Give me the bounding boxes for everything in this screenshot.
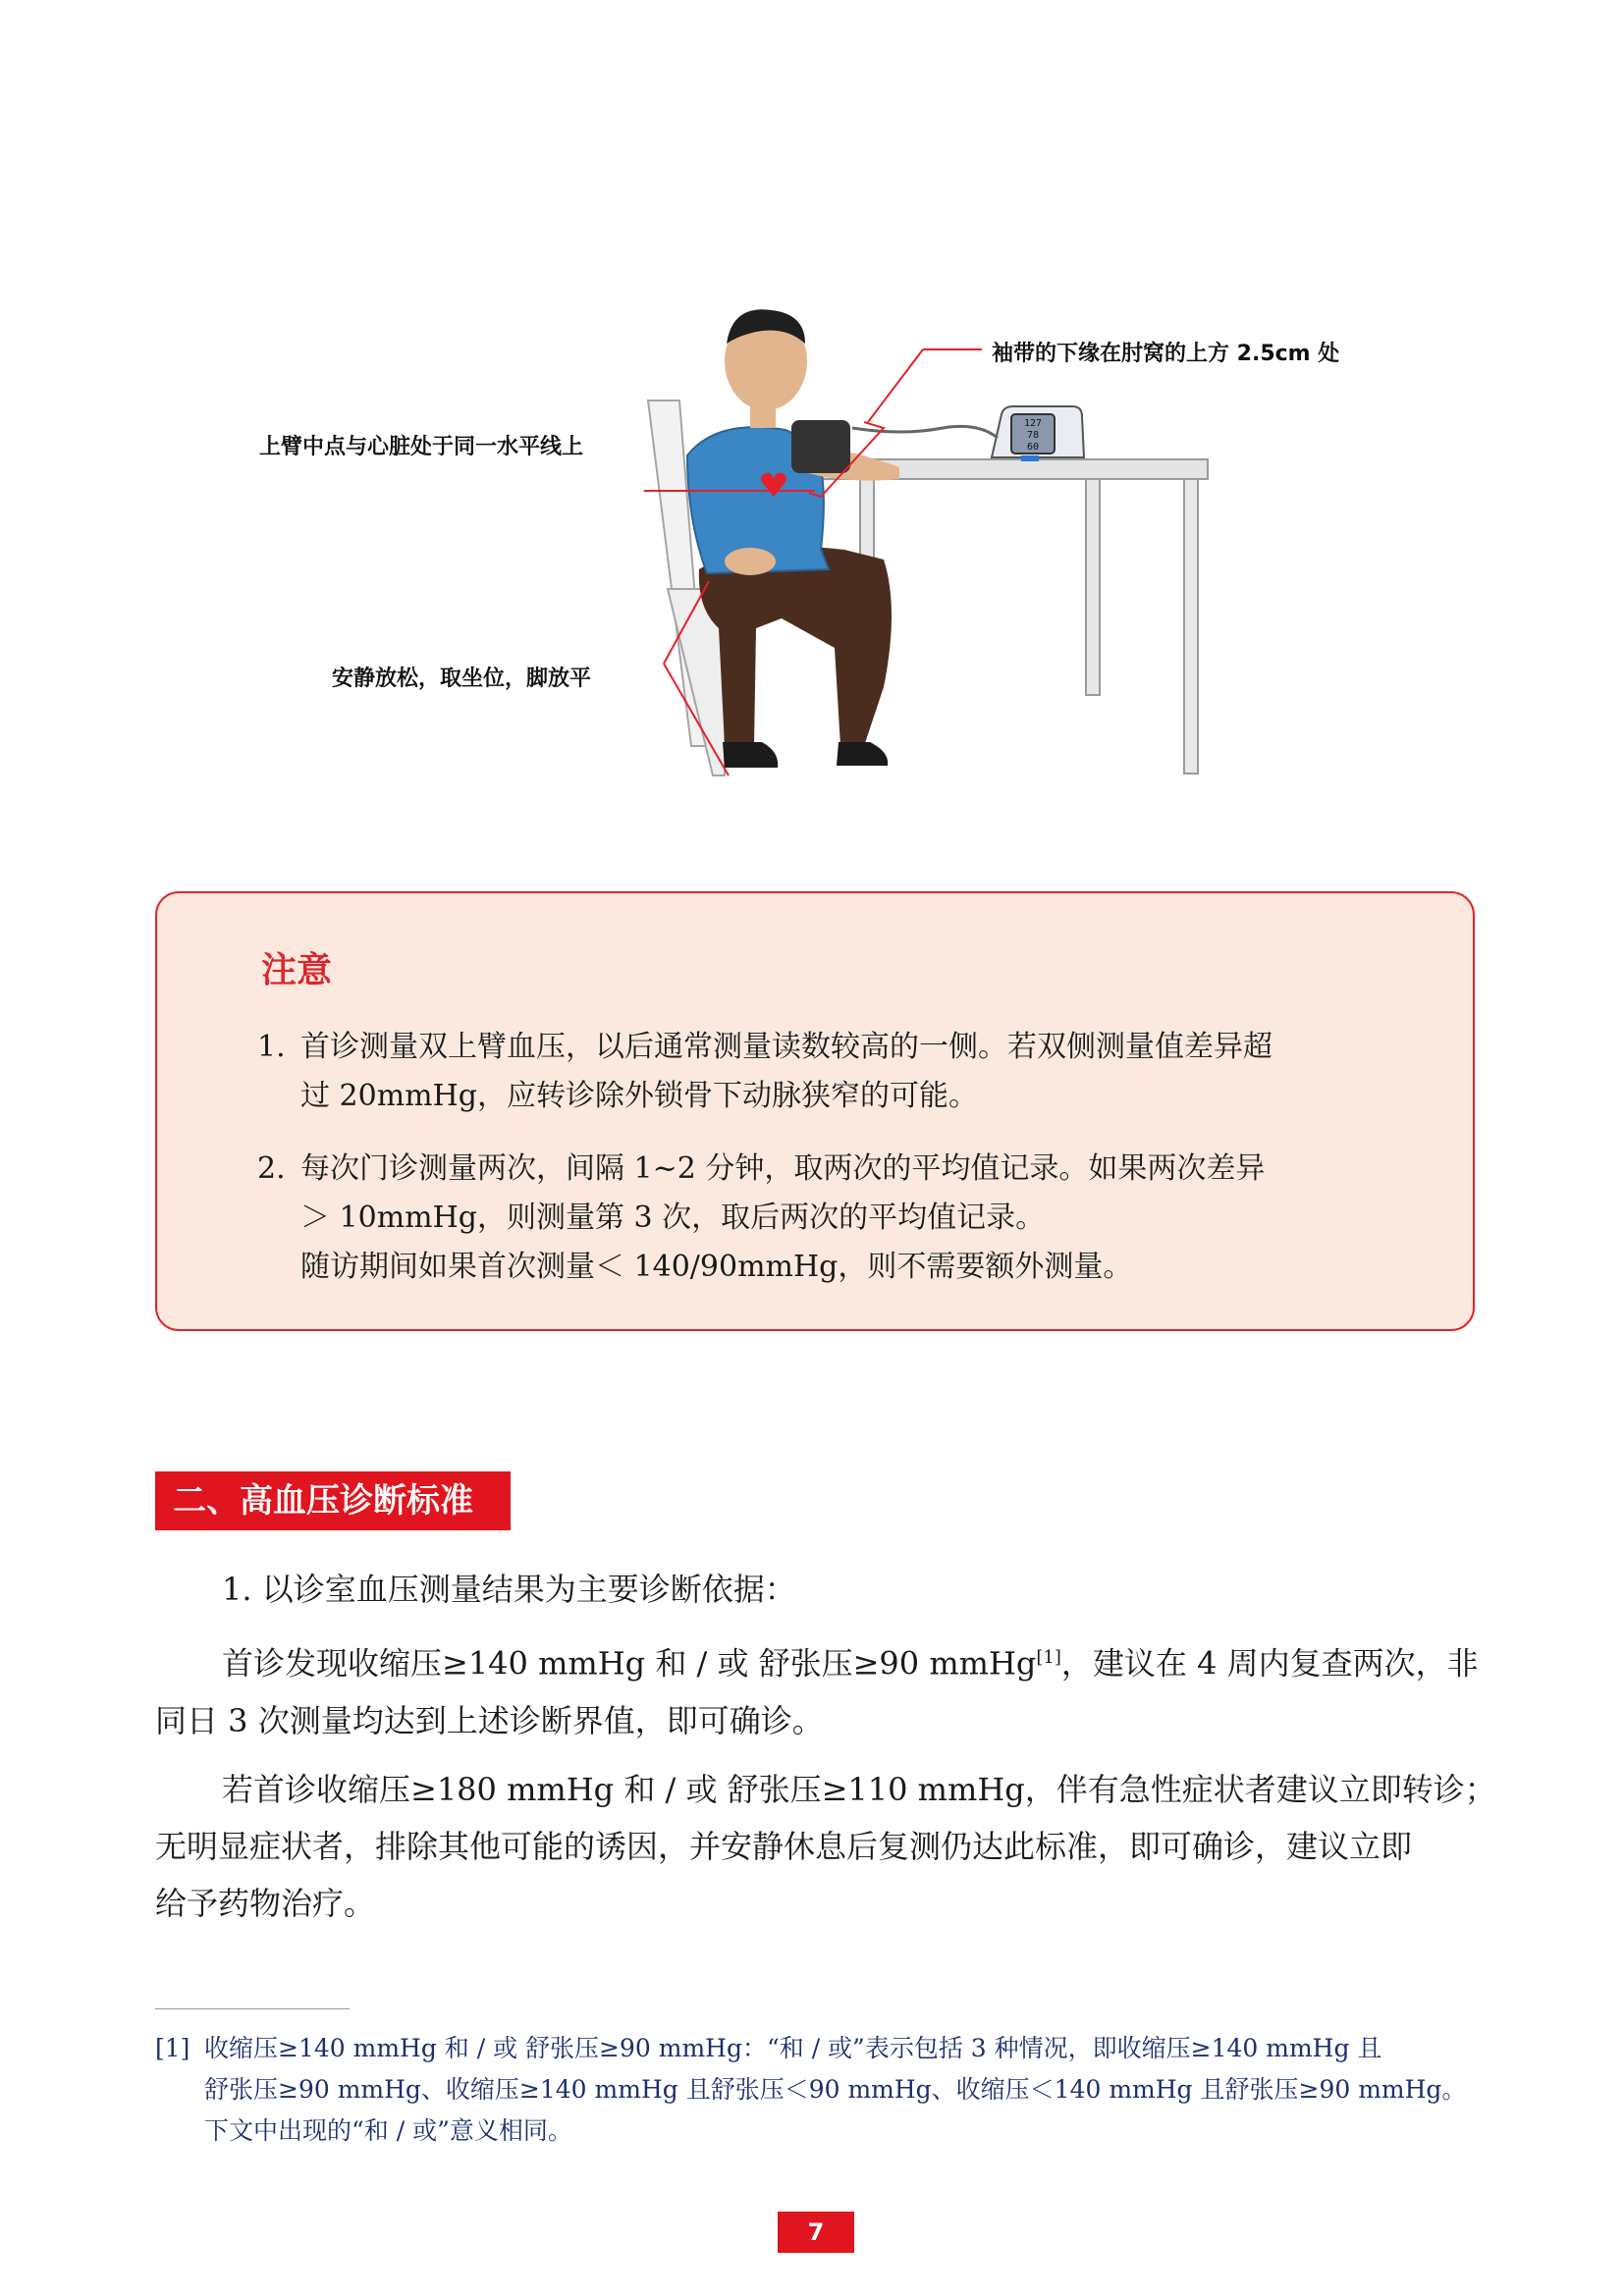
notice-item <box>257 1145 1416 1292</box>
notice-item-line: 随访期间如果首次测量＜ 140/90mmHg，则不需要额外测量。 <box>300 1250 1133 1284</box>
paragraph-line: 无明显症状者，排除其他可能的诱因，并安静休息后复测仍达此标准，即可确诊，建议立即 <box>155 1828 1413 1865</box>
paragraph-initial-diagnosis <box>155 1629 1477 1749</box>
paragraph-line: 同日 3 次测量均达到上述诊断界值，即可确诊。 <box>155 1701 824 1739</box>
notice-item-line: 首诊测量双上臂血压，以后通常测量读数较高的一侧。若双侧测量值差异超 <box>300 1030 1272 1064</box>
notice-box <box>155 891 1475 1331</box>
paragraph-severe-case <box>155 1761 1496 1932</box>
paragraph-line: 1. 以诊室血压测量结果为主要诊断依据： <box>222 1571 796 1608</box>
footnote-line: 舒张压≥90 mmHg、收缩压≥140 mmHg 且舒张压＜90 mmHg、收缩压＜140 mmHg 且舒张压≥90 mmHg。 <box>204 2075 1467 2104</box>
callout-posture: 安静放松，取坐位，脚放平 <box>332 667 592 691</box>
footnote-divider <box>155 2008 350 2009</box>
notice-item-number: 2. <box>257 1151 286 1186</box>
notice-item-line: 过 20mmHg，应转诊除外锁骨下动脉狭窄的可能。 <box>300 1079 978 1113</box>
monitor-reading: 127 <box>1023 418 1043 429</box>
notice-title: 注意 <box>261 950 333 990</box>
callout-cuff-position: 袖带的下缘在肘窝的上方 2.5cm 处 <box>992 342 1340 366</box>
monitor-reading: 60 <box>1026 442 1040 453</box>
footnote-line: 收缩压≥140 mmHg 和 / 或 舒张压≥90 mmHg：“和 / 或”表示包括 3 种情况，即收缩压≥140 mmHg 且 <box>204 2034 1382 2062</box>
footnote-ref[interactable]: [1] <box>1036 1647 1061 1668</box>
footnote-line: 下文中出现的“和 / 或”意义相同。 <box>204 2116 572 2145</box>
notice-item-line: ＞ 10mmHg，则测量第 3 次，取后两次的平均值记录。 <box>300 1201 1046 1235</box>
section-heading: 二、高血压诊断标准 <box>155 1471 511 1530</box>
footnote <box>155 2028 1477 2152</box>
footnote-number: [1] <box>155 2034 190 2062</box>
callout-arm-level: 上臂中点与心脏处于同一水平线上 <box>259 435 584 459</box>
notice-item <box>257 1023 1416 1121</box>
paragraph-line <box>155 1629 1477 1692</box>
monitor-reading: 78 <box>1026 430 1040 441</box>
page-number: 7 <box>778 2212 854 2253</box>
paragraph-line: 给予药物治疗。 <box>155 1885 376 1922</box>
notice-item-line: 每次门诊测量两次，间隔 1~2 分钟，取两次的平均值记录。如果两次差异 <box>300 1151 1266 1186</box>
paragraph-text: 首诊发现收缩压≥140 mmHg 和 / 或 舒张压≥90 mmHg <box>222 1644 1037 1682</box>
paragraph-line: 若首诊收缩压≥180 mmHg 和 / 或 舒张压≥110 mmHg，伴有急性症状者建议立即转诊； <box>222 1771 1496 1808</box>
notice-item-number: 1. <box>257 1030 286 1064</box>
paragraph-criteria-intro <box>155 1561 1477 1618</box>
cuff-leader-diagonal <box>868 349 923 422</box>
paragraph-text: ，建议在 4 周内复查两次，非 <box>1060 1644 1479 1682</box>
